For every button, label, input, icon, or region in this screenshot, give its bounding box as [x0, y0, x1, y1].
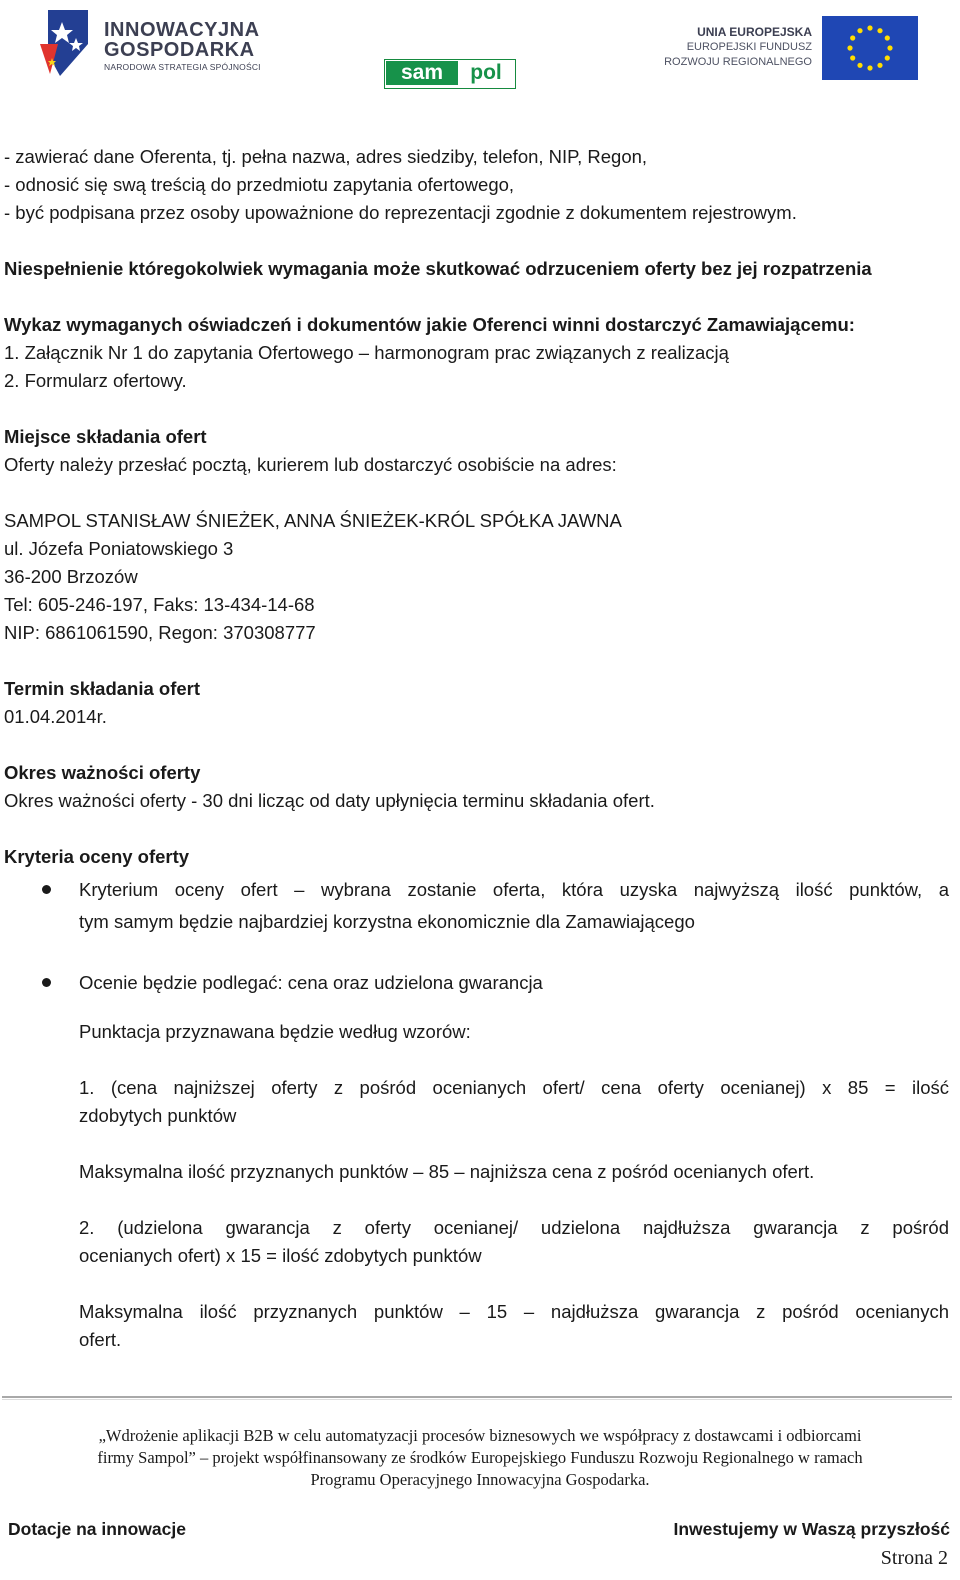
eu-line-1: UNIA EUROPEJSKA	[697, 25, 812, 39]
criteria-heading: Kryteria oceny oferty	[4, 846, 190, 867]
address-line: NIP: 6861061590, Regon: 370308777	[4, 622, 316, 643]
footer-project-line: „Wdrożenie aplikacji B2B w celu automatyzacji procesów biznesowych we współpracy z dostawcami i odbiorcami	[98, 1426, 862, 1445]
sampol-logo-part1: sam	[386, 61, 458, 85]
address-line: 36-200 Brzozów	[4, 566, 138, 587]
criteria-bullet-2: Ocenie będzie podlegać: cena oraz udzielona gwarancja	[79, 972, 543, 993]
place-heading: Miejsce składania ofert	[4, 426, 207, 447]
footer-divider-shadow	[2, 1399, 952, 1400]
eu-line-2: EUROPEJSKI FUNDUSZ	[686, 41, 812, 53]
bullet-icon	[42, 978, 51, 987]
requirement-line: - zawierać dane Oferenta, tj. pełna nazwa, adres siedziby, telefon, NIP, Regon,	[4, 146, 648, 167]
sampol-logo-part2: pol	[470, 61, 502, 84]
formula-1-line-1: 1. (cena najniższej oferty z pośród ocenianych ofert/ cena oferty ocenianej) x 85 = ilość	[79, 1077, 949, 1098]
formula-1-line-2: zdobytych punktów	[79, 1105, 237, 1126]
requirement-line: - być podpisana przez osoby upoważnione do reprezentacji zgodnie z dokumentem rejestrowym.	[4, 202, 797, 223]
eu-line-3: ROZWOJU REGIONALNEGO	[664, 56, 812, 68]
footer-divider	[2, 1396, 952, 1398]
address-line: ul. Józefa Poniatowskiego 3	[4, 538, 234, 559]
criteria-bullet-1-line-2: tym samym będzie najbardziej korzystna ekonomicznie dla Zamawiającego	[79, 911, 695, 932]
ig-line-2: GOSPODARKA	[104, 39, 255, 61]
max-points-2-line-2: ofert.	[79, 1329, 122, 1350]
deadline-text: 01.04.2014r.	[4, 706, 107, 727]
place-text: Oferty należy przesłać pocztą, kurierem lub dostarczyć osobiście na adres:	[4, 454, 617, 475]
bullet-icon	[42, 885, 51, 894]
address-line: SAMPOL STANISŁAW ŚNIEŻEK, ANNA ŚNIEŻEK-KRÓL SPÓŁKA JAWNA	[4, 510, 622, 531]
requirement-line: - odnosić się swą treścią do przedmiotu zapytania ofertowego,	[4, 174, 515, 195]
footer-slogan-left: Dotacje na innowacje	[8, 1519, 186, 1539]
scoring-intro: Punktacja przyznawana będzie według wzorów:	[79, 1021, 471, 1042]
footer-slogan-right: Inwestujemy w Waszą przyszłość	[673, 1519, 950, 1539]
documents-heading: Wykaz wymaganych oświadczeń i dokumentów jakie Oferenci winni dostarczyć Zamawiającemu:	[4, 314, 855, 335]
warning-text: Niespełnienie któregokolwiek wymagania może skutkować odrzuceniem oferty bez jej rozpatrzenia	[4, 258, 872, 279]
deadline-heading: Termin składania ofert	[4, 678, 201, 699]
footer-project-line: firmy Sampol” – projekt współfinansowany ze środków Europejskiego Funduszu Rozwoju Regionalnego w ramach	[97, 1448, 863, 1467]
formula-2-line-2: ocenianych ofert) x 15 = ilość zdobytych punktów	[79, 1245, 482, 1266]
page-number: Strona 2	[880, 1547, 948, 1569]
validity-heading: Okres ważności oferty	[4, 762, 201, 783]
footer-project-line: Programu Operacyjnego Innowacyjna Gospodarka.	[310, 1470, 650, 1489]
document-item: 2. Formularz ofertowy.	[4, 370, 187, 391]
document-item: 1. Załącznik Nr 1 do zapytania Ofertowego – harmonogram prac związanych z realizacją	[4, 342, 729, 363]
max-points-1: Maksymalna ilość przyznanych punktów – 85 – najniższa cena z pośród ocenianych ofert.	[79, 1161, 815, 1182]
formula-2-line-1: 2. (udzielona gwarancja z oferty ocenianej/ udzielona najdłuższa gwarancja z pośród	[79, 1217, 949, 1238]
address-line: Tel: 605-246-197, Faks: 13-434-14-68	[4, 594, 315, 615]
max-points-2-line-1: Maksymalna ilość przyznanych punktów – 15 – najdłuższa gwarancja z pośród ocenianych	[79, 1301, 949, 1322]
criteria-bullet-1-line-1: Kryterium oceny ofert – wybrana zostanie oferta, która uzyska najwyższą ilość punktów, a	[79, 879, 949, 900]
validity-text: Okres ważności oferty - 30 dni licząc od daty upłynięcia terminu składania ofert.	[4, 790, 655, 811]
ig-line-3: NARODOWA STRATEGIA SPÓJNOŚCI	[104, 62, 261, 72]
ig-line-1: INNOWACYJNA	[104, 19, 260, 41]
